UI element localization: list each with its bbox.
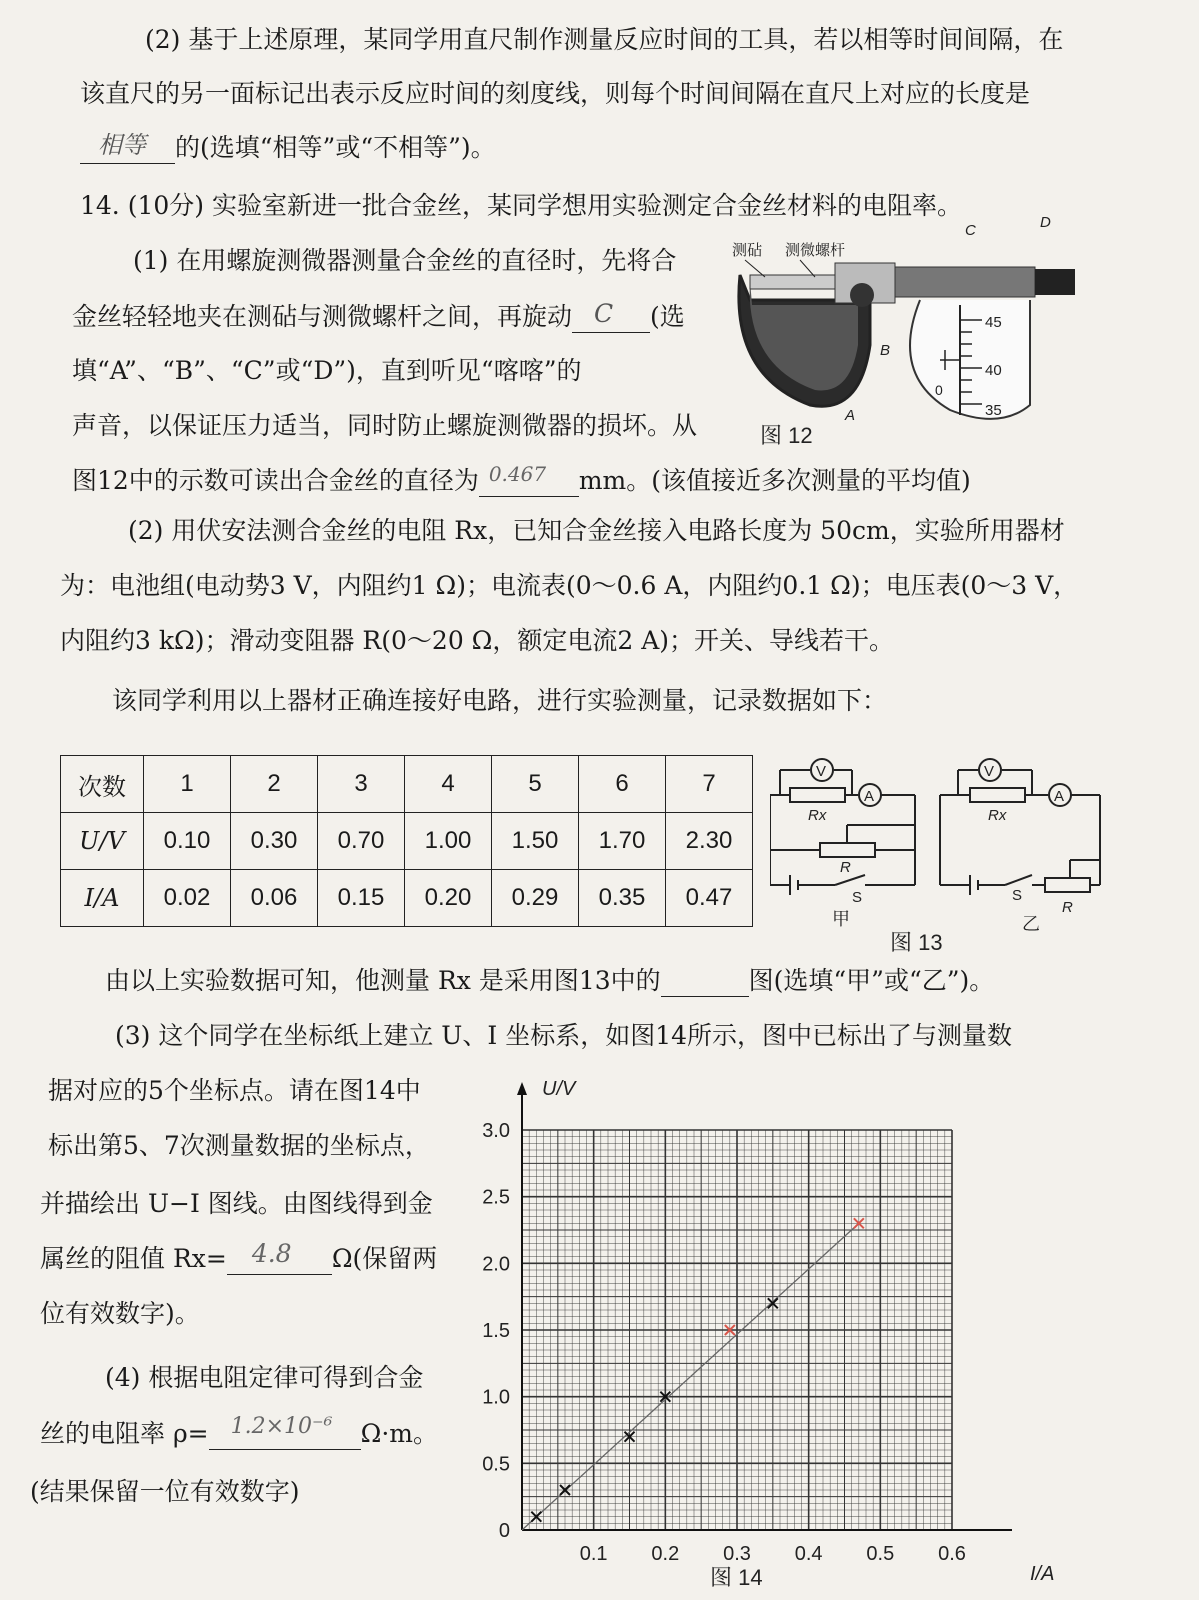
label-anvil: 测砧: [732, 242, 763, 259]
question-14-part4-line3: (结果保留一位有效数字): [30, 1477, 300, 1506]
table-cell: 1: [144, 756, 231, 813]
y-tick-label: 0: [498, 1520, 510, 1542]
x-tick-label: 0.5: [866, 1543, 895, 1565]
handwritten-answer-5: 1.2×10⁻⁶: [230, 1414, 333, 1439]
table-cell: 0.47: [666, 870, 753, 927]
line14-text: 由以上实验数据可知，他测量 Rx 是采用图13中的: [105, 966, 661, 995]
table-head-count: 次数: [61, 756, 144, 813]
question-14-part3-line4: 并描绘出 U−I 图线。由图线得到金: [40, 1189, 433, 1218]
answer-blank-6[interactable]: [209, 1414, 361, 1450]
table-row: [61, 813, 753, 870]
answer-blank-1[interactable]: [80, 131, 175, 164]
question-14-part2-line5: [105, 965, 994, 997]
r-left: R: [840, 859, 851, 876]
line22-tail: Ω·m。: [360, 1419, 438, 1448]
table-cell: 0.02: [144, 870, 231, 927]
question-14-part3-line5: [40, 1239, 438, 1275]
letter-c: C: [965, 222, 976, 239]
table-cell: 0.35: [579, 870, 666, 927]
table-cell: 2: [231, 756, 318, 813]
table-head-current: I/A: [61, 870, 144, 927]
x-axis-label: I/A: [1030, 1563, 1055, 1585]
table-cell: 3: [318, 756, 405, 813]
answer-blank-4[interactable]: [661, 970, 749, 997]
table-cell: 0.15: [318, 870, 405, 927]
y-tick-label: 2.0: [482, 1253, 510, 1276]
question-14-part1-line2: [72, 301, 685, 333]
question-13-part2-line2: 该直尺的另一面标记出表示反应时间的刻度线，则每个时间间隔在直尺上对应的长度是: [80, 79, 1031, 108]
scale-0: 0: [935, 382, 943, 398]
figure-12-micrometer: [720, 205, 1100, 455]
figure-14-caption: 图 14: [710, 1565, 763, 1590]
line14-tail: 图(选填“甲”或“乙”)。: [748, 966, 995, 995]
answer-blank-3[interactable]: [479, 462, 579, 497]
data-table: [60, 755, 753, 927]
line9-tail: mm。(该值接近多次测量的平均值): [578, 466, 971, 495]
y-axis-label: U/V: [542, 1078, 576, 1100]
table-cell: 1.50: [492, 813, 579, 870]
question-14-part3-line3: 标出第5、7次测量数据的坐标点，: [48, 1131, 430, 1160]
handwritten-answer-3: 0.467: [488, 462, 547, 486]
y-tick-label: 0.5: [482, 1453, 510, 1476]
table-cell: 0.29: [492, 870, 579, 927]
voltmeter-left: V: [816, 763, 827, 780]
letter-a: A: [845, 407, 856, 424]
figure-13-circuits: [770, 740, 1140, 955]
letter-d: D: [1040, 214, 1051, 231]
figure-12-caption: 图 12: [760, 423, 813, 448]
question-14-part1-line4: 声音，以保证压力适当，同时防止螺旋测微器的损坏。从: [72, 411, 698, 440]
figure-13-caption: 图 13: [890, 930, 943, 955]
y-tick-label: 3.0: [482, 1120, 510, 1142]
figure-14-chart: [460, 1075, 1080, 1595]
table-cell: 7: [666, 756, 753, 813]
handwritten-answer-4: 4.8: [251, 1239, 292, 1268]
y-tick-label: 1.5: [482, 1320, 510, 1342]
y-axis-arrow: [517, 1082, 527, 1095]
table-cell: 5: [492, 756, 579, 813]
label-spindle: 测微螺杆: [785, 242, 846, 259]
table-cell: 0.30: [231, 813, 318, 870]
question-14-part3-line1: (3) 这个同学在坐标纸上建立 U、I 坐标系，如图14所示，图中已标出了与测量数: [115, 1021, 1013, 1050]
table-row: [61, 756, 753, 813]
x-tick-label: 0.3: [723, 1543, 751, 1565]
table-cell: 1.70: [579, 813, 666, 870]
ammeter-left: A: [864, 788, 875, 805]
rx-left: Rx: [808, 807, 827, 824]
switch-right: S: [1012, 887, 1023, 904]
question-14-heading: 14. (10分) 实验室新进一批合金丝，某同学想用实验测定合金丝材料的电阻率。: [80, 191, 962, 220]
x-tick-label: 0.4: [794, 1543, 823, 1565]
chart-grid: [517, 1082, 1012, 1530]
table-cell: 0.20: [405, 870, 492, 927]
question-14-part2-line3: 内阻约3 kΩ)；滑动变阻器 R(0～20 Ω，额定电流2 A)；开关、导线若干。: [60, 626, 895, 655]
circuit-yi-label: 乙: [1022, 914, 1040, 934]
table-cell: 0.06: [231, 870, 318, 927]
line3-text: 的(选填“相等”或“不相等”)。: [175, 133, 496, 162]
handwritten-answer-1: 相等: [98, 131, 146, 159]
x-tick-label: 0.1: [579, 1543, 608, 1565]
line19-text: 属丝的阻值 Rx=: [40, 1244, 227, 1273]
table-cell: 2.30: [666, 813, 753, 870]
ammeter-right: A: [1054, 788, 1065, 805]
circuit-jia-label: 甲: [832, 909, 850, 929]
x-tick-label: 0.2: [651, 1543, 680, 1565]
y-tick-label: 2.5: [482, 1186, 510, 1209]
question-14-part4-line2: [40, 1414, 438, 1450]
answer-blank-5[interactable]: [227, 1239, 332, 1275]
line19-tail: Ω(保留两: [331, 1244, 438, 1273]
letter-b: B: [880, 342, 891, 359]
table-cell: 1.00: [405, 813, 492, 870]
question-14-part1-line3: 填“A”、“B”、“C”或“D”)，直到听见“喀喀”的: [72, 356, 582, 385]
y-tick-label: 1.0: [482, 1386, 510, 1409]
question-14-part2-line1: (2) 用伏安法测合金丝的电阻 Rx，已知合金丝接入电路长度为 50cm，实验所用器材: [128, 516, 1065, 545]
rx-right: Rx: [988, 807, 1007, 824]
scale-35: 35: [985, 402, 1002, 419]
table-cell: 6: [579, 756, 666, 813]
line6-tail: (选: [650, 302, 685, 331]
table-cell: 4: [405, 756, 492, 813]
question-14-part1-line1: (1) 在用螺旋测微器测量合金丝的直径时，先将合: [133, 246, 677, 275]
switch-left: S: [852, 889, 863, 906]
chart-ticks: [482, 1120, 966, 1565]
x-tick-label: 0.6: [938, 1543, 966, 1565]
voltmeter-right: V: [984, 763, 995, 780]
question-13-part2-line1: (2) 基于上述原理，某同学用直尺制作测量反应时间的工具，若以相等时间间隔，在: [145, 25, 1064, 54]
question-14-part2-line2: 为：电池组(电动势3 V，内阻约1 Ω)；电流表(0～0.6 A，内阻约0.1 Ω)；电压表(0～3 V，: [60, 571, 1079, 600]
line9-text: 图12中的示数可读出合金丝的直径为: [72, 466, 479, 495]
table-cell: 0.10: [144, 813, 231, 870]
line22-text: 丝的电阻率 ρ=: [40, 1419, 209, 1448]
question-14-part1-line5: [72, 462, 971, 497]
answer-blank-2[interactable]: [572, 299, 650, 333]
question-14-part3-line6: 位有效数字)。: [40, 1299, 200, 1328]
question-14-part3-line2: 据对应的5个坐标点。请在图14中: [48, 1076, 421, 1105]
question-13-part2-line3: [80, 132, 496, 164]
table-cell: 0.70: [318, 813, 405, 870]
scale-40: 40: [985, 362, 1002, 379]
question-14-part2-line4: 该同学利用以上器材正确连接好电路，进行实验测量，记录数据如下：: [112, 686, 888, 715]
r-right: R: [1062, 899, 1073, 916]
table-row: [61, 870, 753, 927]
line6-text: 金丝轻轻地夹在测砧与测微螺杆之间，再旋动: [72, 302, 573, 331]
question-14-part4-line1: (4) 根据电阻定律可得到合金: [105, 1363, 424, 1392]
handwritten-answer-2: C: [594, 299, 614, 328]
scale-45: 45: [985, 314, 1002, 331]
table-head-voltage: U/V: [61, 813, 144, 870]
